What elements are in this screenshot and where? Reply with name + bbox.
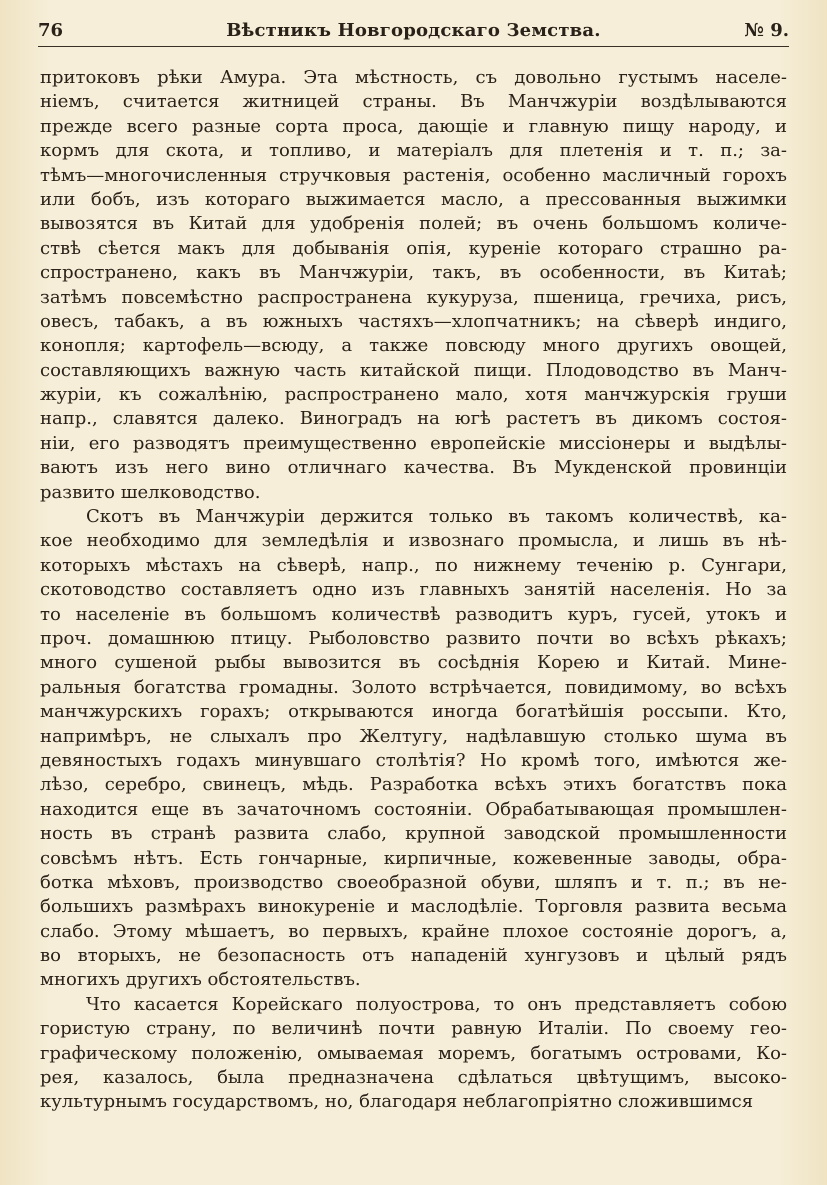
text-line: ніемъ, считается житницей страны. Въ Манчжуріи воздѣлываются xyxy=(40,91,787,113)
paragraph xyxy=(40,66,787,505)
text-line: во вторыхъ, не безопасность отъ нападеній хунгузовъ и цѣлый рядъ xyxy=(40,945,787,967)
text-line: проч. домашнюю птицу. Рыболовство развито почти во всѣхъ рѣкахъ; xyxy=(40,627,787,649)
text-line: составляющихъ важную часть китайской пищи. Плодоводство въ Манч- xyxy=(40,359,787,381)
text-line: напр., славятся далеко. Виноградъ на югѣ растетъ въ дикомъ состоя- xyxy=(40,408,787,430)
text-line: журіи, къ сожалѣнію, распространено мало, хотя манчжурскія груши xyxy=(40,384,787,406)
text-line: лѣзо, серебро, свинецъ, мѣдь. Разработка всѣхъ этихъ богатствъ пока xyxy=(40,774,787,796)
text-line: манчжурскихъ горахъ; открываются иногда богатѣйшія россыпи. Кто, xyxy=(40,701,787,723)
text-line: напримѣръ, не слыхалъ про Желтугу, надѣлавшую столько шума въ xyxy=(40,725,787,747)
text-line: или бобъ, изъ котораго выжимается масло, а прессованныя выжимки xyxy=(40,188,787,210)
text-line: прежде всего разные сорта проса, дающіе и главную пищу народу, и xyxy=(40,115,787,137)
journal-title: Вѣстникъ Новгородскаго Земства. xyxy=(226,20,601,41)
text-line: гористую страну, по величинѣ почти равную Италіи. По своему гео- xyxy=(40,1018,787,1040)
text-line: много сушеной рыбы вывозится въ сосѣднія Корею и Китай. Мине- xyxy=(40,652,787,674)
running-header xyxy=(38,18,789,47)
text-line: которыхъ мѣстахъ на сѣверѣ, напр., по нижнему теченію р. Сунгари, xyxy=(40,554,787,576)
page-number: 76 xyxy=(38,20,64,41)
text-line: находится еще въ зачаточномъ состояніи. Обрабатывающая промышлен- xyxy=(40,798,787,820)
paragraph xyxy=(40,505,787,993)
text-line: спространено, какъ въ Манчжуріи, такъ, въ особенности, въ Китаѣ; xyxy=(40,262,787,284)
text-line: ботка мѣховъ, производство своеобразной обуви, шляпъ и т. п.; въ не- xyxy=(40,871,787,893)
body-text xyxy=(40,66,787,1115)
text-line: девяностыхъ годахъ минувшаго столѣтія? Но кромѣ того, имѣются же- xyxy=(40,749,787,771)
text-line: притоковъ рѣки Амура. Эта мѣстность, съ довольно густымъ населе- xyxy=(40,67,787,88)
text-line: ствѣ сѣется макъ для добыванія опія, куреніе котораго страшно ра- xyxy=(40,237,787,259)
text-line: рея, казалось, была предназначена сдѣлаться цвѣтущимъ, высоко- xyxy=(40,1067,787,1089)
text-line: многихъ другихъ обстоятельствъ. xyxy=(40,969,361,991)
text-line: Что касается Корейскаго полуострова, то онъ представляетъ собою xyxy=(86,993,787,1015)
text-line: совсѣмъ нѣтъ. Есть гончарные, кирпичные, кожевенные заводы, обра- xyxy=(40,847,787,869)
text-line: затѣмъ повсемѣстно распространена кукуруза, пшеница, гречиха, рисъ, xyxy=(40,286,787,308)
text-line: конопля; картофель—всюду, а также повсюду много другихъ овощей, xyxy=(40,335,787,357)
text-line: кое необходимо для земледѣлія и извознаго промысла, и лишь въ нѣ- xyxy=(40,530,787,552)
text-line: ваютъ изъ него вино отличнаго качества. Въ Мукденской провинціи xyxy=(40,457,787,479)
issue-number: № 9. xyxy=(744,20,789,41)
text-line: ность въ странѣ развита слабо, крупной заводской промышленности xyxy=(40,823,787,845)
text-line: слабо. Этому мѣшаетъ, во первыхъ, крайне плохое состояніе дорогъ, а, xyxy=(40,920,787,942)
text-line: овесъ, табакъ, а въ южныхъ частяхъ—хлопчатникъ; на сѣверѣ индиго, xyxy=(40,310,787,332)
text-line: тѣмъ—многочисленныя стручковыя растенія, особенно масличный горохъ xyxy=(40,164,787,186)
text-line: ніи, его разводятъ преимущественно европейскіе миссіонеры и выдѣлы- xyxy=(40,432,787,454)
text-line: то населеніе въ большомъ количествѣ разводитъ куръ, гусей, утокъ и xyxy=(40,603,787,625)
text-line: культурнымъ государствомъ, но, благодаря неблагопріятно сложившимся xyxy=(40,1091,754,1113)
text-line: кормъ для скота, и топливо, и матеріалъ для плетенія и т. п.; за- xyxy=(40,140,787,162)
text-line: Скотъ въ Манчжуріи держится только въ такомъ количествѣ, ка- xyxy=(86,506,787,528)
text-line: развито шелководство. xyxy=(40,481,261,503)
text-line: ральныя богатства громадны. Золото встрѣчается, повидимому, во всѣхъ xyxy=(40,676,787,698)
text-line: графическому положенію, омываемая моремъ, богатымъ островами, Ко- xyxy=(40,1042,787,1064)
paragraph xyxy=(40,993,787,1115)
text-line: вывозятся въ Китай для удобренія полей; въ очень большомъ количе- xyxy=(40,213,787,235)
text-line: скотоводство составляетъ одно изъ главныхъ занятій населенія. Но за xyxy=(40,579,787,601)
text-line: большихъ размѣрахъ винокуреніе и маслодѣліе. Торговля развита весьма xyxy=(40,896,787,918)
